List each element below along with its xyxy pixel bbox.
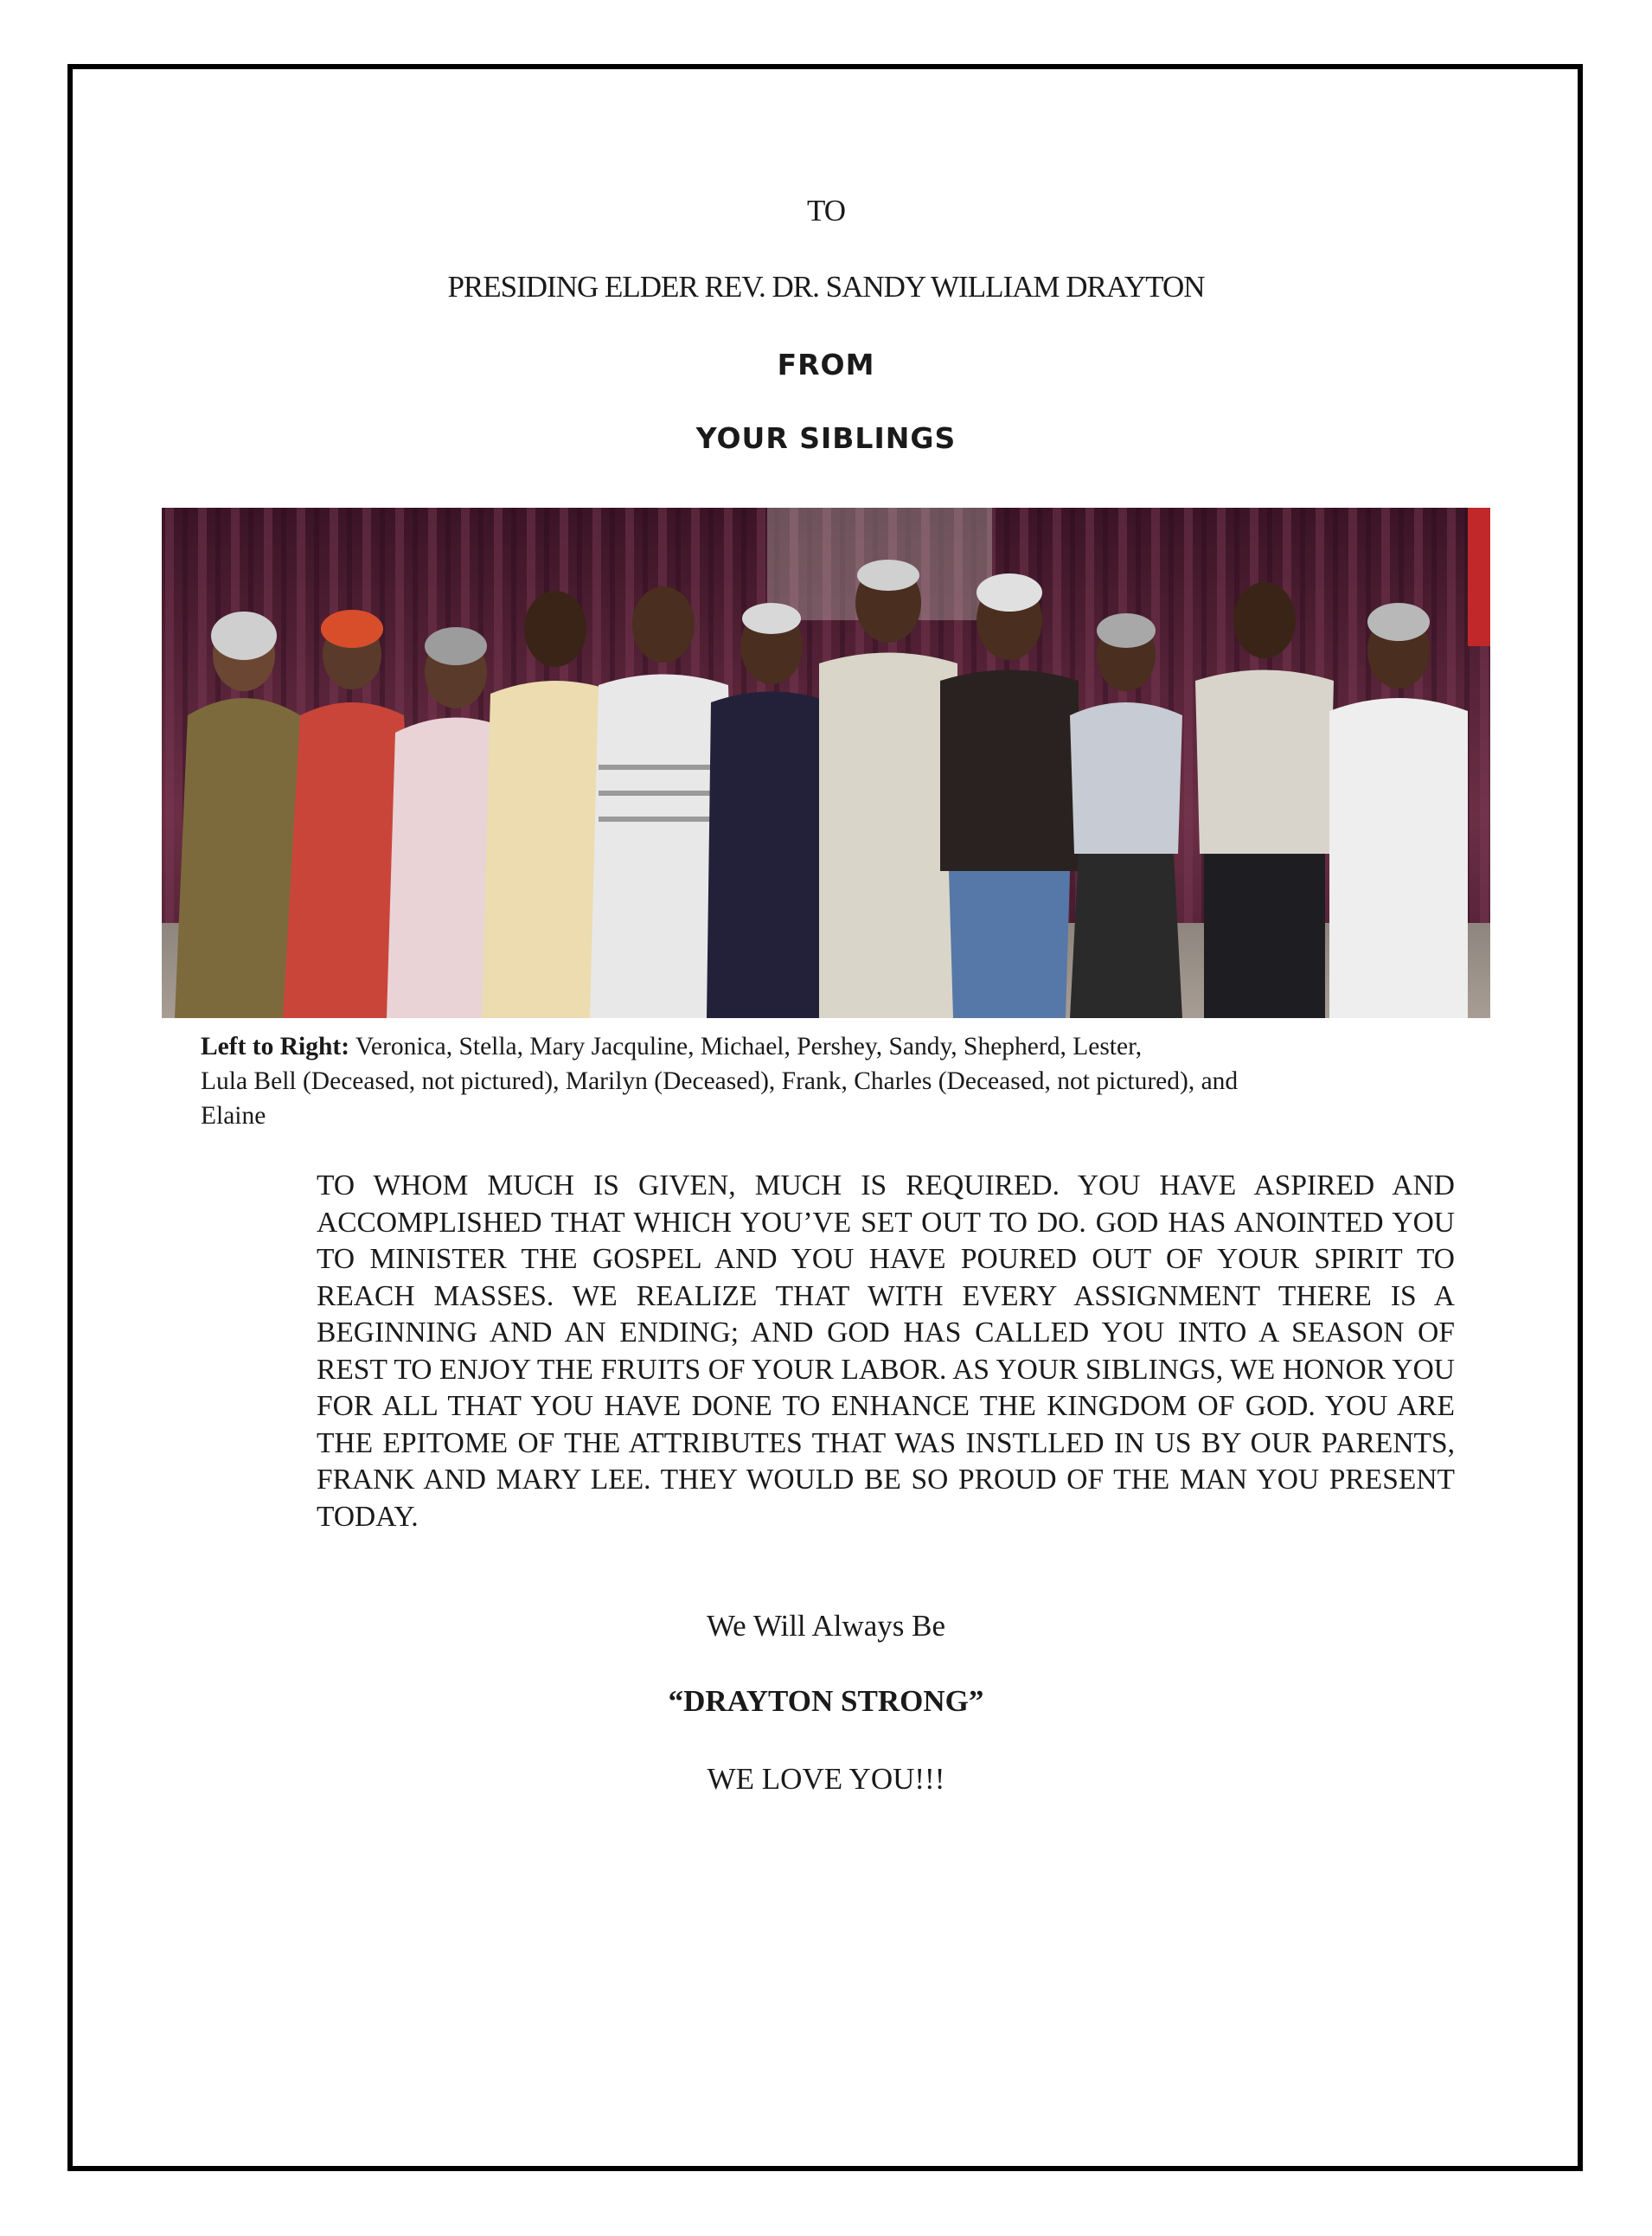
caption-line-1 [201,1029,1472,1064]
photo-caption [201,1029,1472,1133]
sender-label: YOUR SIBLINGS [695,421,957,455]
from-label: FROM [777,348,875,381]
closing-line-1: We Will Always Be [706,1609,946,1643]
group-photo-illustration [162,508,1490,1018]
tribute-message: TO WHOM MUCH IS GIVEN, MUCH IS REQUIRED. YOU HAVE ASPIRED AND ACCOMPLISHED THAT WHICH YOU’VE SET OUT TO DO. GOD HAS ANOINTED YOU TO MINISTER THE GOSPEL AND YOU HAVE POURED OUT OF YOUR SPIRIT TO REACH MASSES. WE REALIZE THAT WITH EVERY ASSIGNMENT THERE IS A BEGINNING AND AN ENDING; AND GOD HAS CALLED YOU INTO A SEASON OF REST TO ENJOY THE FRUITS OF YOUR LABOR. AS YOUR SIBLINGS, WE HONOR YOU FOR ALL THAT YOU HAVE DONE TO ENHANCE THE KINGDOM OF GOD. YOU ARE THE EPITOME OF THE ATTRIBUTES THAT WAS INSTLLED IN US BY OUR PARENTS, FRANK AND MARY LEE. THEY WOULD BE SO PROUD OF THE MAN YOU PRESENT TODAY. [317,1169,1455,1533]
caption-line-3: Elaine [201,1102,266,1130]
recipient-name: PRESIDING ELDER REV. DR. SANDY WILLIAM DRAYTON [447,270,1205,304]
to-label: TO [806,194,846,227]
closing-love: WE LOVE YOU!!! [707,1762,945,1796]
caption-names-1: Veronica, Stella, Mary Jacquline, Michael, Pershey, Sandy, Shepherd, Lester, [349,1033,1143,1060]
sibling-group-photo [162,508,1490,1018]
closing-slogan: “DRAYTON STRONG” [668,1684,984,1718]
caption-lead: Left to Right: [201,1033,350,1060]
caption-line-2: Lula Bell (Deceased, not pictured), Marilyn (Deceased), Frank, Charles (Deceased, not pictured), and [201,1067,1239,1095]
